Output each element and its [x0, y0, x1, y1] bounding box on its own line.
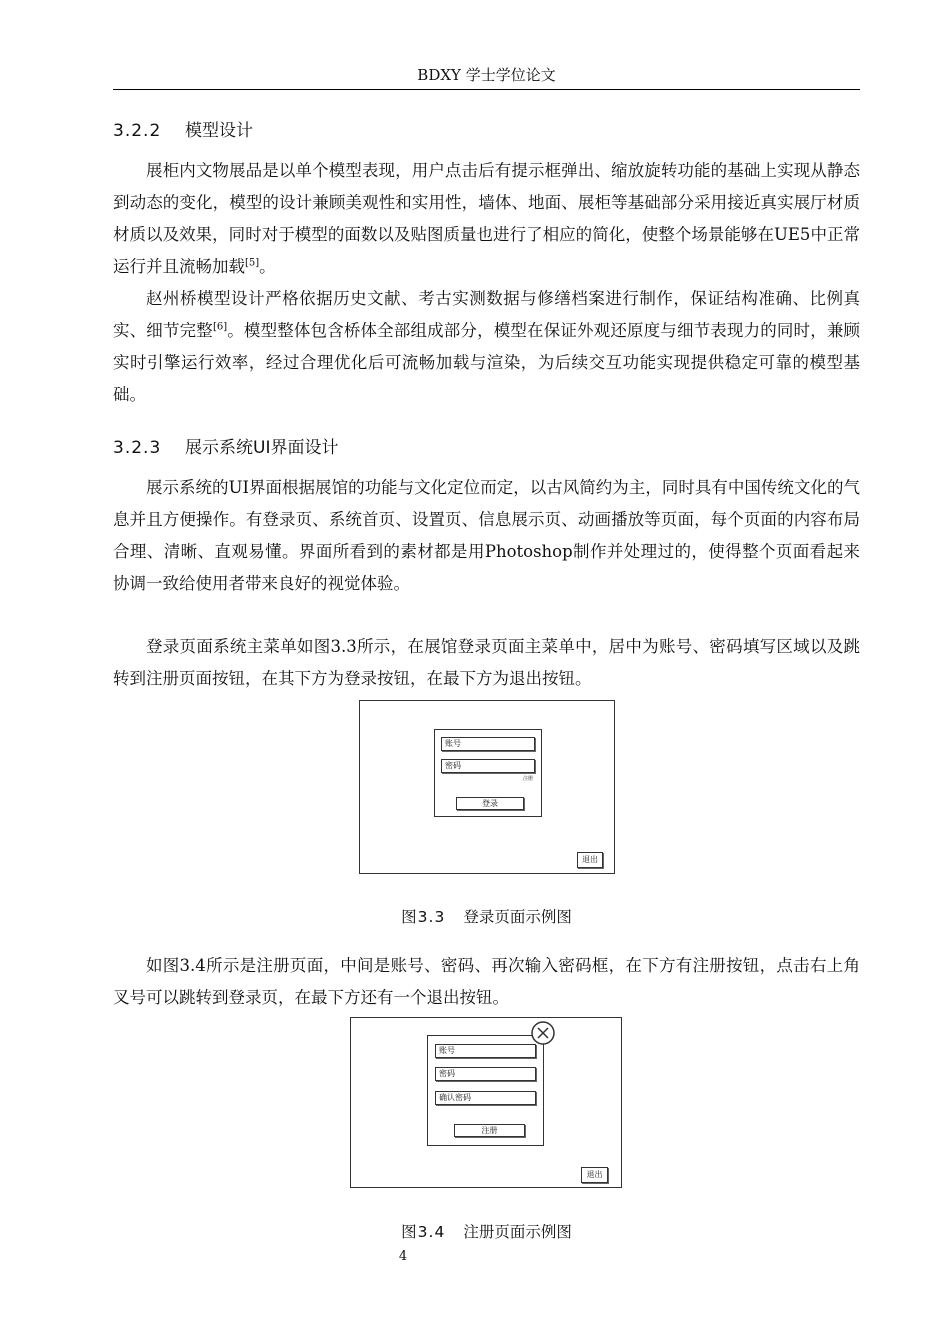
section-number: 3.2.2	[113, 121, 162, 141]
caption-number: 图3.3	[401, 908, 446, 926]
register-link: 注册	[523, 776, 534, 782]
paragraph	[113, 283, 860, 411]
figure-login-mockup	[359, 700, 615, 874]
close-circle-icon	[530, 1020, 556, 1046]
paragraph-text: 登录页面系统主菜单如图3.3所示，在展馆登录页面主菜单中，居中为账号、密码填写区域以及跳转到注册页面按钮，在其下方为登录按钮，在最下方为退出按钮。	[113, 637, 860, 688]
page-number: 4	[398, 1249, 408, 1264]
paragraph	[113, 472, 860, 600]
figure-caption-3-3	[113, 906, 860, 928]
register-button: 注册	[454, 1124, 525, 1137]
caption-title: 登录页面示例图	[463, 908, 572, 926]
confirm-password-field: 确认密码	[435, 1091, 536, 1105]
figure-caption-3-4	[113, 1221, 860, 1243]
section-title: 展示系统UI界面设计	[185, 438, 339, 458]
paragraph	[113, 950, 860, 1014]
register-form-panel	[427, 1035, 544, 1146]
paragraph-text: 如图3.4所示是注册页面，中间是账号、密码、再次输入密码框，在下方有注册按钮，点击右上角叉号可以跳转到登录页，在最下方还有一个退出按钮。	[113, 956, 860, 1007]
paragraph-tail: 。模型整体包含桥体全部组成部分，模型在保证外观还原度与细节表现力的同时，兼顾实时引擎运行效率，经过合理优化后可流畅加载与渲染，为后续交互功能实现提供稳定可靠的模型基础。	[113, 321, 861, 404]
caption-title: 注册页面示例图	[463, 1223, 572, 1241]
paragraph-text: 赵州桥模型设计严格依据历史文献、考古实测数据与修缮档案进行制作，保证结构准确、比例真实、细节完整	[113, 289, 860, 340]
paragraph-text: 展示系统的UI界面根据展馆的功能与文化定位而定，以古风简约为主，同时具有中国传统文化的气息并且方便操作。有登录页、系统首页、设置页、信息展示页、动画播放等页面，每个页面的内容布局合理、清晰、直观易懂。界面所看到的素材都是用Photoshop制作并处理过的，使得整个页面看起来协调一致给使用者带来良好的视觉体验。	[113, 478, 860, 593]
account-field: 账号	[435, 1044, 536, 1058]
section-number: 3.2.3	[113, 438, 162, 458]
figure-register-mockup	[350, 1017, 622, 1188]
section-heading-3-2-3	[113, 436, 338, 460]
header-rule	[113, 89, 860, 90]
running-header: BDXY 学士学位论文	[417, 66, 556, 84]
paragraph	[113, 155, 860, 283]
citation: [6]	[212, 321, 228, 333]
caption-number: 图3.4	[401, 1223, 446, 1241]
login-form-panel	[434, 729, 542, 817]
paragraph-tail: 。	[259, 257, 276, 276]
password-field: 密码	[441, 759, 535, 773]
citation: [5]	[245, 257, 260, 269]
password-field: 密码	[435, 1067, 536, 1081]
section-heading-3-2-2	[113, 119, 253, 143]
paragraph	[113, 631, 860, 695]
login-button: 登录	[456, 797, 524, 810]
paragraph-text: 展柜内文物展品是以单个模型表现，用户点击后有提示框弹出、缩放旋转功能的基础上实现从静态到动态的变化，模型的设计兼顾美观性和实用性，墙体、地面、展柜等基础部分采用接近真实展厅材质材质以及效果，同时对于模型的面数以及贴图质量也进行了相应的简化，使整个场景能够在UE5中正常运行并且流畅加载	[113, 161, 860, 276]
exit-button: 退出	[581, 1167, 608, 1183]
section-title: 模型设计	[185, 121, 253, 141]
account-field: 账号	[441, 737, 535, 751]
exit-button: 退出	[577, 852, 603, 868]
